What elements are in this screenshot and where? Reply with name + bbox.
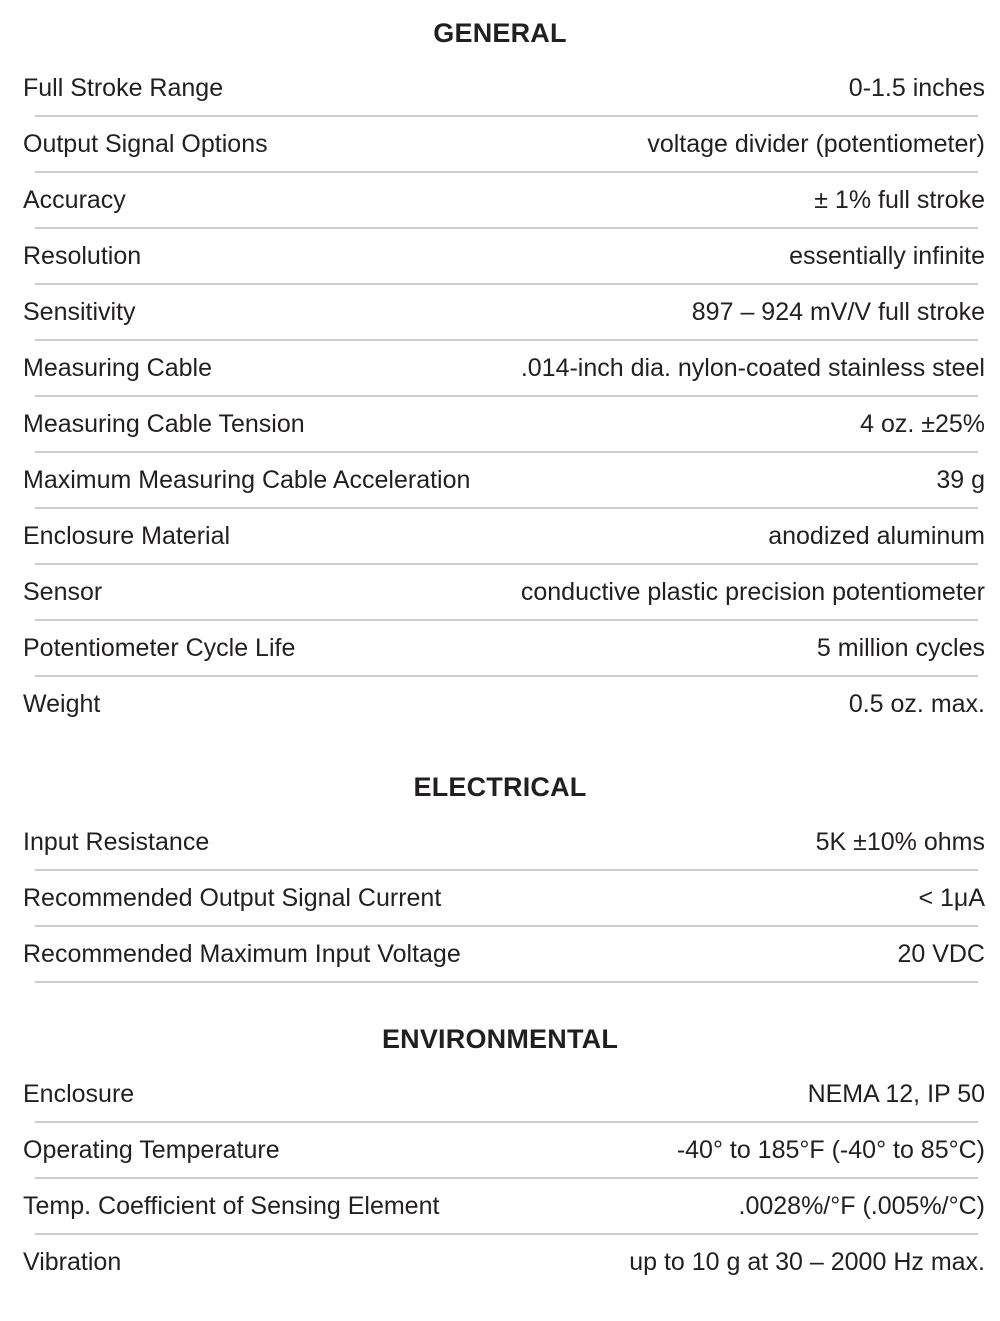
spec-row — [0, 117, 1000, 171]
spec-label: Full Stroke Range — [23, 73, 224, 102]
spec-label: Vibration — [23, 1247, 122, 1276]
spec-label: Enclosure — [23, 1079, 135, 1108]
spec-label: Output Signal Options — [23, 129, 268, 158]
spec-row — [0, 1067, 1000, 1121]
spec-row — [0, 1235, 1000, 1289]
spec-value: anodized aluminum — [768, 521, 985, 550]
spec-row — [0, 815, 1000, 869]
spec-row — [0, 509, 1000, 563]
spec-value: conductive plastic precision potentiometer — [520, 577, 985, 606]
spec-label: Weight — [23, 689, 101, 718]
spec-row — [0, 173, 1000, 227]
section-title: ENVIRONMENTAL — [381, 1023, 619, 1054]
spec-label: Enclosure Material — [23, 521, 231, 550]
spec-label: Maximum Measuring Cable Acceleration — [23, 465, 471, 494]
spec-value: .014-inch dia. nylon-coated stainless steel — [520, 353, 985, 382]
spec-row — [0, 677, 1000, 731]
spec-row — [0, 565, 1000, 619]
spec-value: -40° to 185°F (-40° to 85°C) — [676, 1135, 985, 1164]
spec-label: Recommended Maximum Input Voltage — [23, 939, 461, 968]
spec-label: Sensitivity — [23, 297, 136, 326]
section-general — [0, 5, 1000, 731]
spec-label: Accuracy — [23, 185, 126, 214]
row-divider — [35, 981, 978, 983]
spec-value: 4 oz. ±25% — [860, 409, 985, 438]
spec-row — [0, 61, 1000, 115]
spec-row — [0, 285, 1000, 339]
spec-row — [0, 927, 1000, 981]
spec-value: voltage divider (potentiometer) — [647, 129, 985, 158]
spec-row — [0, 341, 1000, 395]
spec-label: Sensor — [23, 577, 103, 606]
spec-value: ± 1% full stroke — [814, 185, 985, 214]
spec-label: Temp. Coefficient of Sensing Element — [23, 1191, 440, 1220]
spec-value: NEMA 12, IP 50 — [807, 1079, 985, 1108]
spec-value: essentially infinite — [789, 241, 985, 270]
section-title: ELECTRICAL — [413, 771, 587, 802]
spec-value: 5 million cycles — [816, 633, 985, 662]
spec-value: 39 g — [936, 465, 985, 494]
spec-label: Measuring Cable — [23, 353, 212, 382]
spec-row — [0, 871, 1000, 925]
spec-value: up to 10 g at 30 – 2000 Hz max. — [629, 1247, 985, 1276]
spec-row — [0, 453, 1000, 507]
section-title: GENERAL — [433, 17, 567, 48]
spec-label: Input Resistance — [23, 827, 210, 856]
spec-label: Potentiometer Cycle Life — [23, 633, 296, 662]
spec-value: 5K ±10% ohms — [815, 827, 985, 856]
spec-row — [0, 1179, 1000, 1233]
spec-value: 0-1.5 inches — [848, 73, 985, 102]
spec-value: 897 – 924 mV/V full stroke — [691, 297, 985, 326]
spec-value: 0.5 oz. max. — [848, 689, 985, 718]
spec-label: Measuring Cable Tension — [23, 409, 305, 438]
section-environmental — [0, 1011, 1000, 1289]
spec-row — [0, 229, 1000, 283]
spec-value: 20 VDC — [897, 939, 985, 968]
spec-row — [0, 397, 1000, 451]
spec-row — [0, 1123, 1000, 1177]
section-electrical — [0, 759, 1000, 983]
spec-value: .0028%/°F (.005%/°C) — [738, 1191, 985, 1220]
spec-label: Recommended Output Signal Current — [23, 883, 442, 912]
spec-value: < 1μA — [918, 883, 985, 912]
spec-label: Operating Temperature — [23, 1135, 280, 1164]
spec-row — [0, 621, 1000, 675]
spec-label: Resolution — [23, 241, 142, 270]
spec-sheet — [0, 5, 1000, 1321]
